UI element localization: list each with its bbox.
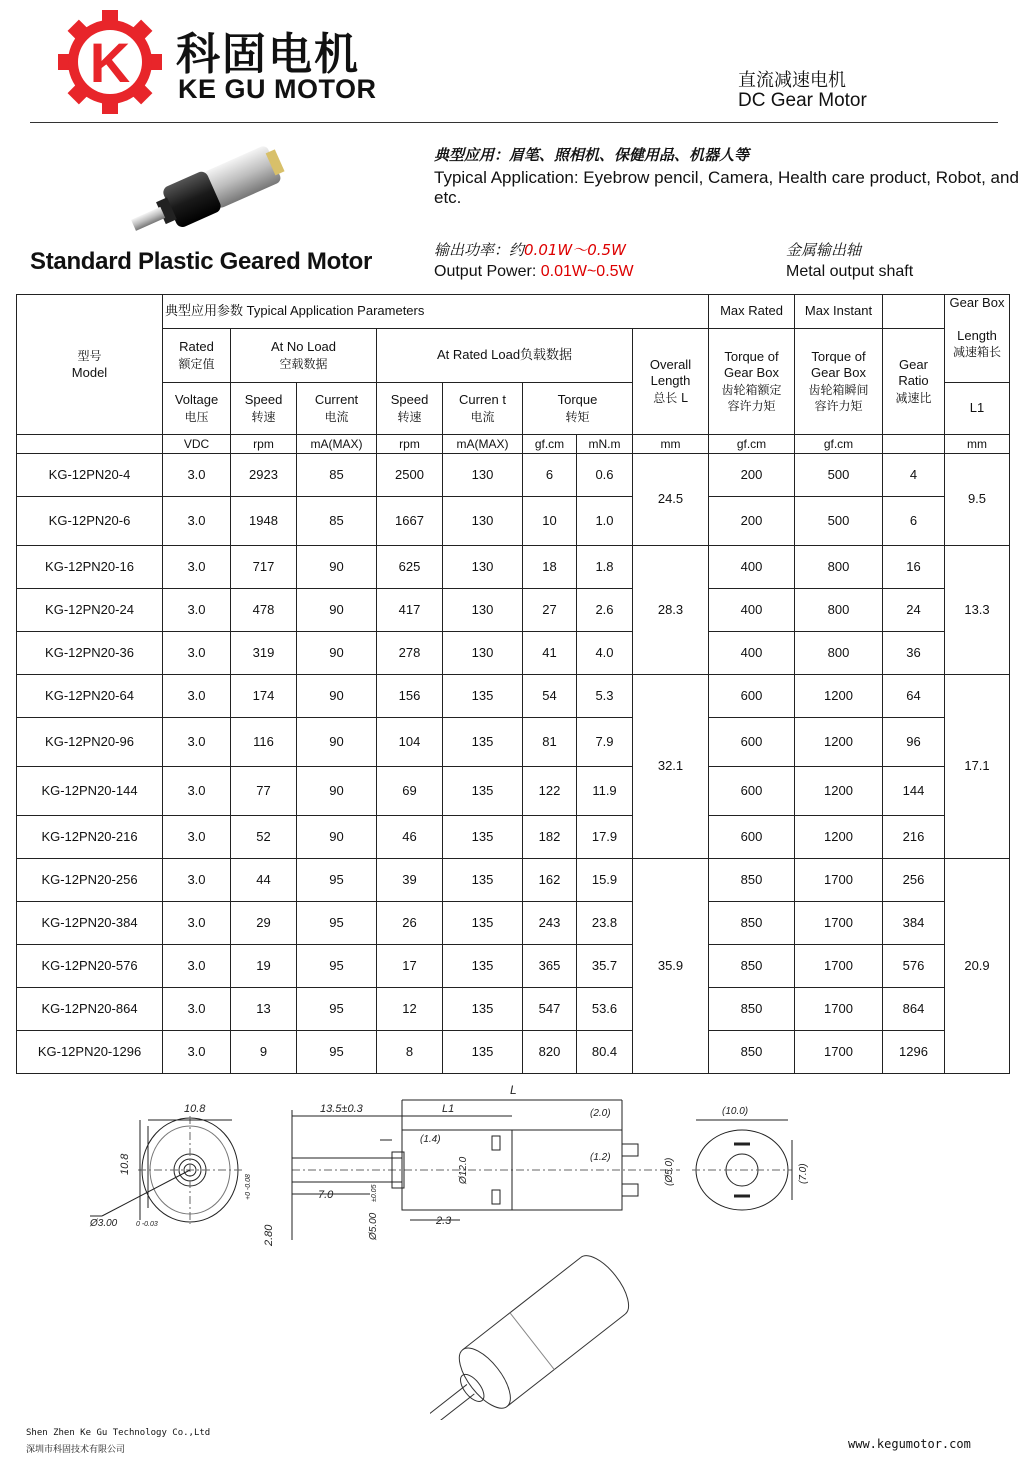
table-row <box>17 454 1010 497</box>
shaft-cn: 金属输出轴 <box>786 241 862 259</box>
no-load-current-cell: 95 <box>297 902 377 945</box>
dim-front-width: 10.8 <box>184 1103 206 1115</box>
rated-speed-cell: 278 <box>377 632 443 675</box>
torque-mnm-cell: 5.3 <box>577 675 633 718</box>
no-load-speed-cell: 52 <box>231 816 297 859</box>
gear-ratio-cell: 6 <box>883 497 945 546</box>
rated-load-label: At Rated Load负载数据 <box>436 347 573 363</box>
technical-drawing <box>80 1080 840 1260</box>
no-load-current-cell: 90 <box>297 675 377 718</box>
torque-label: Torque <box>557 392 598 408</box>
unit-cell: gf.cm <box>795 435 883 454</box>
company-name-en: Shen Zhen Ke Gu Technology Co.,Ltd <box>26 1428 211 1438</box>
no-load-speed-cell: 478 <box>231 589 297 632</box>
speed2-cn: 转速 <box>397 409 422 424</box>
torque-mnm-cell: 1.8 <box>577 546 633 589</box>
rated-speed-cell: 1667 <box>377 497 443 546</box>
rated-torque-cell: 600 <box>709 767 795 816</box>
dim-dia-5: (Ø5.0) <box>664 1157 675 1186</box>
max-instant-header <box>795 295 883 329</box>
instant-torque-cell: 500 <box>795 497 883 546</box>
side-view <box>292 1100 680 1240</box>
instant-torque-cell: 1700 <box>795 945 883 988</box>
instant-torque-cell: 500 <box>795 454 883 497</box>
current2-cn: 电流 <box>470 409 495 424</box>
model-cell: KG-12PN20-96 <box>17 718 163 767</box>
no-load-current-cell: 90 <box>297 589 377 632</box>
rated-current-cell: 135 <box>443 945 523 988</box>
rated-speed-cell: 17 <box>377 945 443 988</box>
no-load-current-cell: 90 <box>297 718 377 767</box>
no-load-speed-cell: 116 <box>231 718 297 767</box>
application-en: Typical Application: Eyebrow pencil, Camera, Health care product, Robot, and etc. <box>434 168 1019 207</box>
voltage-cn: 电压 <box>184 409 209 424</box>
no-load-cn: 空载数据 <box>279 356 328 371</box>
brand-name-en: KE GU MOTOR <box>178 74 377 104</box>
typical-params-header <box>163 295 709 329</box>
rated-speed-cell: 104 <box>377 718 443 767</box>
dim-front-height: 10.8 <box>119 1153 131 1175</box>
length-cn: 减速箱长 <box>952 344 1001 359</box>
torque-gfcm-cell: 81 <box>523 718 577 767</box>
output-power-label-en: Output Power: <box>434 263 541 280</box>
table-row <box>17 589 1010 632</box>
motor-3d-illustration <box>430 1250 650 1420</box>
gear-ratio-cell: 36 <box>883 632 945 675</box>
model-cell: KG-12PN20-1296 <box>17 1031 163 1074</box>
product-type-cn: 直流减速电机 <box>738 70 846 91</box>
unit-cell: mA(MAX) <box>443 435 523 454</box>
instant-torque-cell: 800 <box>795 546 883 589</box>
rated-current-cell: 135 <box>443 816 523 859</box>
gear-ratio-cell: 24 <box>883 589 945 632</box>
torque-mnm-cell: 7.9 <box>577 718 633 767</box>
torque-header <box>523 383 633 435</box>
gearbox-length-cell: 13.3 <box>945 546 1010 675</box>
gear-ratio-cell: 384 <box>883 902 945 945</box>
dim-shaft-tol: 0 -0.03 <box>136 1221 158 1228</box>
speed-cn: 转速 <box>251 409 276 424</box>
torque-gfcm-cell: 243 <box>523 902 577 945</box>
no-load-speed-cell: 44 <box>231 859 297 902</box>
torque-gfcm-cell: 18 <box>523 546 577 589</box>
voltage-cell: 3.0 <box>163 675 231 718</box>
overall-length-cell: 32.1 <box>633 675 709 859</box>
company-name-cn: 深圳市科固技术有限公司 <box>26 1445 126 1455</box>
unit-cell: gf.cm <box>709 435 795 454</box>
rated-header <box>163 329 231 383</box>
dim-rear-width: (10.0) <box>722 1106 749 1117</box>
no-load-current-cell: 90 <box>297 816 377 859</box>
voltage-cell: 3.0 <box>163 859 231 902</box>
rated-current-cell: 130 <box>443 454 523 497</box>
dim-flat-depth: 2.80 <box>263 1224 275 1246</box>
model-cell: KG-12PN20-16 <box>17 546 163 589</box>
no-load-current-cell: 95 <box>297 945 377 988</box>
dim-flat: 7.0 <box>318 1189 334 1201</box>
torque-gfcm-cell: 547 <box>523 988 577 1031</box>
dim-2-3: 2.3 <box>436 1215 452 1227</box>
table-row <box>17 988 1010 1031</box>
gear-ratio-cell: 576 <box>883 945 945 988</box>
dim-1-4: (1.4) <box>420 1134 441 1145</box>
dim-boss: Ø5.00 <box>368 1212 379 1240</box>
output-power-value-cn: 0.01W～0.5W <box>524 241 626 259</box>
gear-ratio-cell: 864 <box>883 988 945 1031</box>
no-load-current-cell: 85 <box>297 497 377 546</box>
rated-speed-cell: 156 <box>377 675 443 718</box>
table-row <box>17 859 1010 902</box>
rated-current-cell: 135 <box>443 718 523 767</box>
overall-length-header <box>633 329 709 435</box>
rated-speed-cell: 417 <box>377 589 443 632</box>
header-divider <box>30 122 998 123</box>
table-row <box>17 767 1010 816</box>
dim-shaft-length: 13.5±0.3 <box>320 1103 363 1115</box>
gear-box-inst-label: Gear Box <box>811 365 866 381</box>
current-header <box>297 383 377 435</box>
max-rated-label: Max Rated <box>720 303 783 319</box>
no-load-speed-cell: 319 <box>231 632 297 675</box>
model-cell: KG-12PN20-144 <box>17 767 163 816</box>
unit-cell <box>17 435 163 454</box>
no-load-speed-cell: 174 <box>231 675 297 718</box>
gearbox-length-header <box>945 295 1010 383</box>
rated-torque-cell: 850 <box>709 859 795 902</box>
model-cell: KG-12PN20-6 <box>17 497 163 546</box>
table-row <box>17 546 1010 589</box>
logo-letter: K <box>89 31 131 94</box>
instant-torque-cell: 1700 <box>795 859 883 902</box>
no-load-current-cell: 85 <box>297 454 377 497</box>
output-power-en <box>434 263 634 281</box>
instant-torque-cell: 1700 <box>795 902 883 945</box>
unit-cell: mm <box>633 435 709 454</box>
gear-box-label: Gear Box <box>724 365 779 381</box>
gearbox-length-cell: 9.5 <box>945 454 1010 546</box>
unit-cell: VDC <box>163 435 231 454</box>
instant-torque-cell: 1200 <box>795 675 883 718</box>
output-power-cn <box>434 239 626 260</box>
brand-logo <box>54 8 166 116</box>
dim-2-0: (2.0) <box>590 1108 611 1119</box>
speed-label: Speed <box>244 392 283 408</box>
dim-l1: L1 <box>442 1103 455 1115</box>
voltage-cell: 3.0 <box>163 902 231 945</box>
overall-cn: 总长 L <box>653 390 688 405</box>
model-cell: KG-12PN20-24 <box>17 589 163 632</box>
dim-l: L <box>510 1083 517 1097</box>
gearbox-top-label: Gear Box <box>949 295 1005 310</box>
model-header-cn: 型号 <box>77 349 102 364</box>
gear-ratio-cell: 256 <box>883 859 945 902</box>
model-header <box>17 295 163 435</box>
rated-label: Rated <box>179 339 214 355</box>
gear-ratio-cell: 4 <box>883 454 945 497</box>
torque-gb-cn1: 齿轮箱额定 <box>721 382 782 397</box>
no-load-current-cell: 95 <box>297 988 377 1031</box>
rated-current-cell: 135 <box>443 988 523 1031</box>
rated-torque-cell: 600 <box>709 675 795 718</box>
overall-length-cell: 28.3 <box>633 546 709 675</box>
gear-ratio-cell: 64 <box>883 675 945 718</box>
max-rated-header <box>709 295 795 329</box>
rated-load-header <box>377 329 633 383</box>
torque-inst-cn2: 容许力矩 <box>814 398 863 413</box>
table-row <box>17 497 1010 546</box>
rated-current-cell: 135 <box>443 675 523 718</box>
torque-mnm-cell: 2.6 <box>577 589 633 632</box>
torque-inst-cn1: 齿轮箱瞬间 <box>808 382 869 397</box>
voltage-cell: 3.0 <box>163 497 231 546</box>
gear-ratio-cell: 216 <box>883 816 945 859</box>
gear-ratio-cell: 16 <box>883 546 945 589</box>
ratio-label: Ratio <box>898 373 929 389</box>
gearbox-length-cell: 20.9 <box>945 859 1010 1074</box>
torque-gfcm-cell: 182 <box>523 816 577 859</box>
torque-mnm-cell: 17.9 <box>577 816 633 859</box>
voltage-label: Voltage <box>174 392 219 408</box>
instant-torque-cell: 1200 <box>795 816 883 859</box>
rated-cn: 额定值 <box>178 356 215 371</box>
output-power-label-cn: 输出功率：约 <box>434 241 525 259</box>
rated-torque-cell: 200 <box>709 497 795 546</box>
model-cell: KG-12PN20-384 <box>17 902 163 945</box>
table-row <box>17 675 1010 718</box>
motor-photo <box>118 140 308 240</box>
no-load-speed-cell: 19 <box>231 945 297 988</box>
instant-torque-cell: 800 <box>795 589 883 632</box>
model-cell: KG-12PN20-216 <box>17 816 163 859</box>
overall-length-cell: 24.5 <box>633 454 709 546</box>
rated-torque-cell: 850 <box>709 945 795 988</box>
gear-cn: 减速比 <box>895 390 932 405</box>
torque-inst-label: Torque of <box>811 349 866 364</box>
voltage-header <box>163 383 231 435</box>
gear-ratio-cell: 96 <box>883 718 945 767</box>
rated-torque-cell: 200 <box>709 454 795 497</box>
current2-label: Curren t <box>459 392 506 408</box>
rated-current-cell: 130 <box>443 497 523 546</box>
rated-torque-cell: 600 <box>709 816 795 859</box>
l1-header <box>945 383 1010 435</box>
speed-header <box>231 383 297 435</box>
voltage-cell: 3.0 <box>163 767 231 816</box>
shaft-en: Metal output shaft <box>786 263 914 280</box>
torque-mnm-cell: 1.0 <box>577 497 633 546</box>
no-load-speed-cell: 1948 <box>231 497 297 546</box>
current-cn: 电流 <box>324 409 349 424</box>
length-label: Length <box>957 327 997 343</box>
rated-speed-cell: 46 <box>377 816 443 859</box>
torque-gfcm-cell: 365 <box>523 945 577 988</box>
torque-cn: 转矩 <box>565 409 590 424</box>
l1-label: L1 <box>969 400 985 416</box>
typical-params-label: 典型应用参数 Typical Application Parameters <box>165 303 425 319</box>
unit-cell: gf.cm <box>523 435 577 454</box>
torque-mnm-cell: 4.0 <box>577 632 633 675</box>
no-load-current-cell: 90 <box>297 767 377 816</box>
units-row <box>17 435 1010 454</box>
voltage-cell: 3.0 <box>163 816 231 859</box>
instant-torque-cell: 1200 <box>795 767 883 816</box>
instant-torque-cell: 800 <box>795 632 883 675</box>
no-load-current-cell: 90 <box>297 546 377 589</box>
voltage-cell: 3.0 <box>163 988 231 1031</box>
torque-mnm-cell: 11.9 <box>577 767 633 816</box>
blank-header <box>883 295 945 329</box>
torque-mnm-cell: 23.8 <box>577 902 633 945</box>
rated-torque-cell: 400 <box>709 546 795 589</box>
table-row <box>17 816 1010 859</box>
voltage-cell: 3.0 <box>163 1031 231 1074</box>
current-label: Current <box>314 392 359 408</box>
unit-cell: mN.m <box>577 435 633 454</box>
voltage-cell: 3.0 <box>163 945 231 988</box>
gear-ratio-cell: 144 <box>883 767 945 816</box>
unit-cell <box>883 435 945 454</box>
table-row <box>17 902 1010 945</box>
torque-gearbox-header <box>709 329 795 435</box>
table-row <box>17 718 1010 767</box>
rated-speed-cell: 625 <box>377 546 443 589</box>
instant-torque-cell: 1700 <box>795 1031 883 1074</box>
product-subtitle: Standard Plastic Geared Motor <box>30 248 373 275</box>
torque-mnm-cell: 53.6 <box>577 988 633 1031</box>
instant-torque-cell: 1200 <box>795 718 883 767</box>
rated-speed-cell: 26 <box>377 902 443 945</box>
table-row <box>17 945 1010 988</box>
no-load-speed-cell: 29 <box>231 902 297 945</box>
rated-speed-cell: 2500 <box>377 454 443 497</box>
rated-speed-cell: 12 <box>377 988 443 1031</box>
voltage-cell: 3.0 <box>163 718 231 767</box>
dim-rear-height: (7.0) <box>798 1163 809 1184</box>
overall-length-cell: 35.9 <box>633 859 709 1074</box>
rated-torque-cell: 400 <box>709 632 795 675</box>
model-cell: KG-12PN20-64 <box>17 675 163 718</box>
gear-label: Gear <box>899 357 928 373</box>
unit-cell: rpm <box>231 435 297 454</box>
rated-speed-cell: 69 <box>377 767 443 816</box>
model-cell: KG-12PN20-576 <box>17 945 163 988</box>
rated-torque-cell: 600 <box>709 718 795 767</box>
speed2-label: Speed <box>390 392 429 408</box>
no-load-speed-cell: 717 <box>231 546 297 589</box>
table-row <box>17 632 1010 675</box>
rated-torque-cell: 850 <box>709 1031 795 1074</box>
no-load-speed-cell: 9 <box>231 1031 297 1074</box>
no-load-speed-cell: 13 <box>231 988 297 1031</box>
output-power-value-en: 0.01W~0.5W <box>540 263 634 280</box>
rated-current-cell: 135 <box>443 1031 523 1074</box>
model-cell: KG-12PN20-4 <box>17 454 163 497</box>
no-load-current-cell: 95 <box>297 1031 377 1074</box>
torque-gfcm-cell: 10 <box>523 497 577 546</box>
torque-gb-cn2: 容许力矩 <box>727 398 776 413</box>
rated-speed-cell: 8 <box>377 1031 443 1074</box>
speed2-header <box>377 383 443 435</box>
instant-torque-cell: 1700 <box>795 988 883 1031</box>
voltage-cell: 3.0 <box>163 546 231 589</box>
no-load-speed-cell: 77 <box>231 767 297 816</box>
dim-dia-12: Ø12.0 <box>458 1156 469 1184</box>
rated-current-cell: 135 <box>443 859 523 902</box>
gear-ratio-cell: 1296 <box>883 1031 945 1074</box>
website: www.kegumotor.com <box>848 1437 971 1451</box>
spec-table <box>16 294 1010 1074</box>
voltage-cell: 3.0 <box>163 632 231 675</box>
rated-current-cell: 135 <box>443 767 523 816</box>
rated-current-cell: 130 <box>443 589 523 632</box>
model-cell: KG-12PN20-256 <box>17 859 163 902</box>
application-cn: 典型应用：眉笔、照相机、保健用品、机器人等 <box>434 146 750 164</box>
rated-torque-cell: 400 <box>709 589 795 632</box>
unit-cell: mm <box>945 435 1010 454</box>
overall-label: Overall <box>649 357 692 373</box>
rated-current-cell: 130 <box>443 632 523 675</box>
current2-header <box>443 383 523 435</box>
model-cell: KG-12PN20-36 <box>17 632 163 675</box>
gear-ratio-header <box>883 329 945 435</box>
torque-gfcm-cell: 6 <box>523 454 577 497</box>
front-view <box>90 1116 242 1224</box>
torque-gfcm-cell: 54 <box>523 675 577 718</box>
rated-torque-cell: 850 <box>709 902 795 945</box>
dim-shaft-dia: Ø3.00 <box>90 1218 118 1229</box>
no-load-speed-cell: 2923 <box>231 454 297 497</box>
model-header-en: Model <box>71 364 108 380</box>
torque-of-label: Torque of <box>724 349 779 364</box>
dim-flat-tol: +0 -0.08 <box>245 1174 252 1200</box>
torque-mnm-cell: 0.6 <box>577 454 633 497</box>
torque-gfcm-cell: 41 <box>523 632 577 675</box>
brand-name-cn: 科固电机 <box>176 29 360 80</box>
no-load-header <box>231 329 377 383</box>
product-type-en: DC Gear Motor <box>738 90 867 111</box>
no-load-label: At No Load <box>270 339 337 355</box>
voltage-cell: 3.0 <box>163 454 231 497</box>
torque-mnm-cell: 15.9 <box>577 859 633 902</box>
rated-speed-cell: 39 <box>377 859 443 902</box>
rear-view <box>692 1120 792 1210</box>
gearbox-length-cell: 17.1 <box>945 675 1010 859</box>
unit-cell: mA(MAX) <box>297 435 377 454</box>
rated-current-cell: 135 <box>443 902 523 945</box>
torque-mnm-cell: 35.7 <box>577 945 633 988</box>
no-load-current-cell: 95 <box>297 859 377 902</box>
rated-current-cell: 130 <box>443 546 523 589</box>
voltage-cell: 3.0 <box>163 589 231 632</box>
torque-gfcm-cell: 27 <box>523 589 577 632</box>
overall-length-label: Length <box>650 373 691 389</box>
no-load-current-cell: 90 <box>297 632 377 675</box>
torque-gfcm-cell: 122 <box>523 767 577 816</box>
table-row <box>17 1031 1010 1074</box>
torque-gfcm-cell: 820 <box>523 1031 577 1074</box>
dim-boss-tol: ±0.05 <box>371 1184 378 1202</box>
unit-cell: rpm <box>377 435 443 454</box>
dim-1-2: (1.2) <box>590 1152 611 1163</box>
torque-mnm-cell: 80.4 <box>577 1031 633 1074</box>
rated-torque-cell: 850 <box>709 988 795 1031</box>
torque-gfcm-cell: 162 <box>523 859 577 902</box>
max-instant-label: Max Instant <box>804 303 873 319</box>
model-cell: KG-12PN20-864 <box>17 988 163 1031</box>
torque-instant-header <box>795 329 883 435</box>
